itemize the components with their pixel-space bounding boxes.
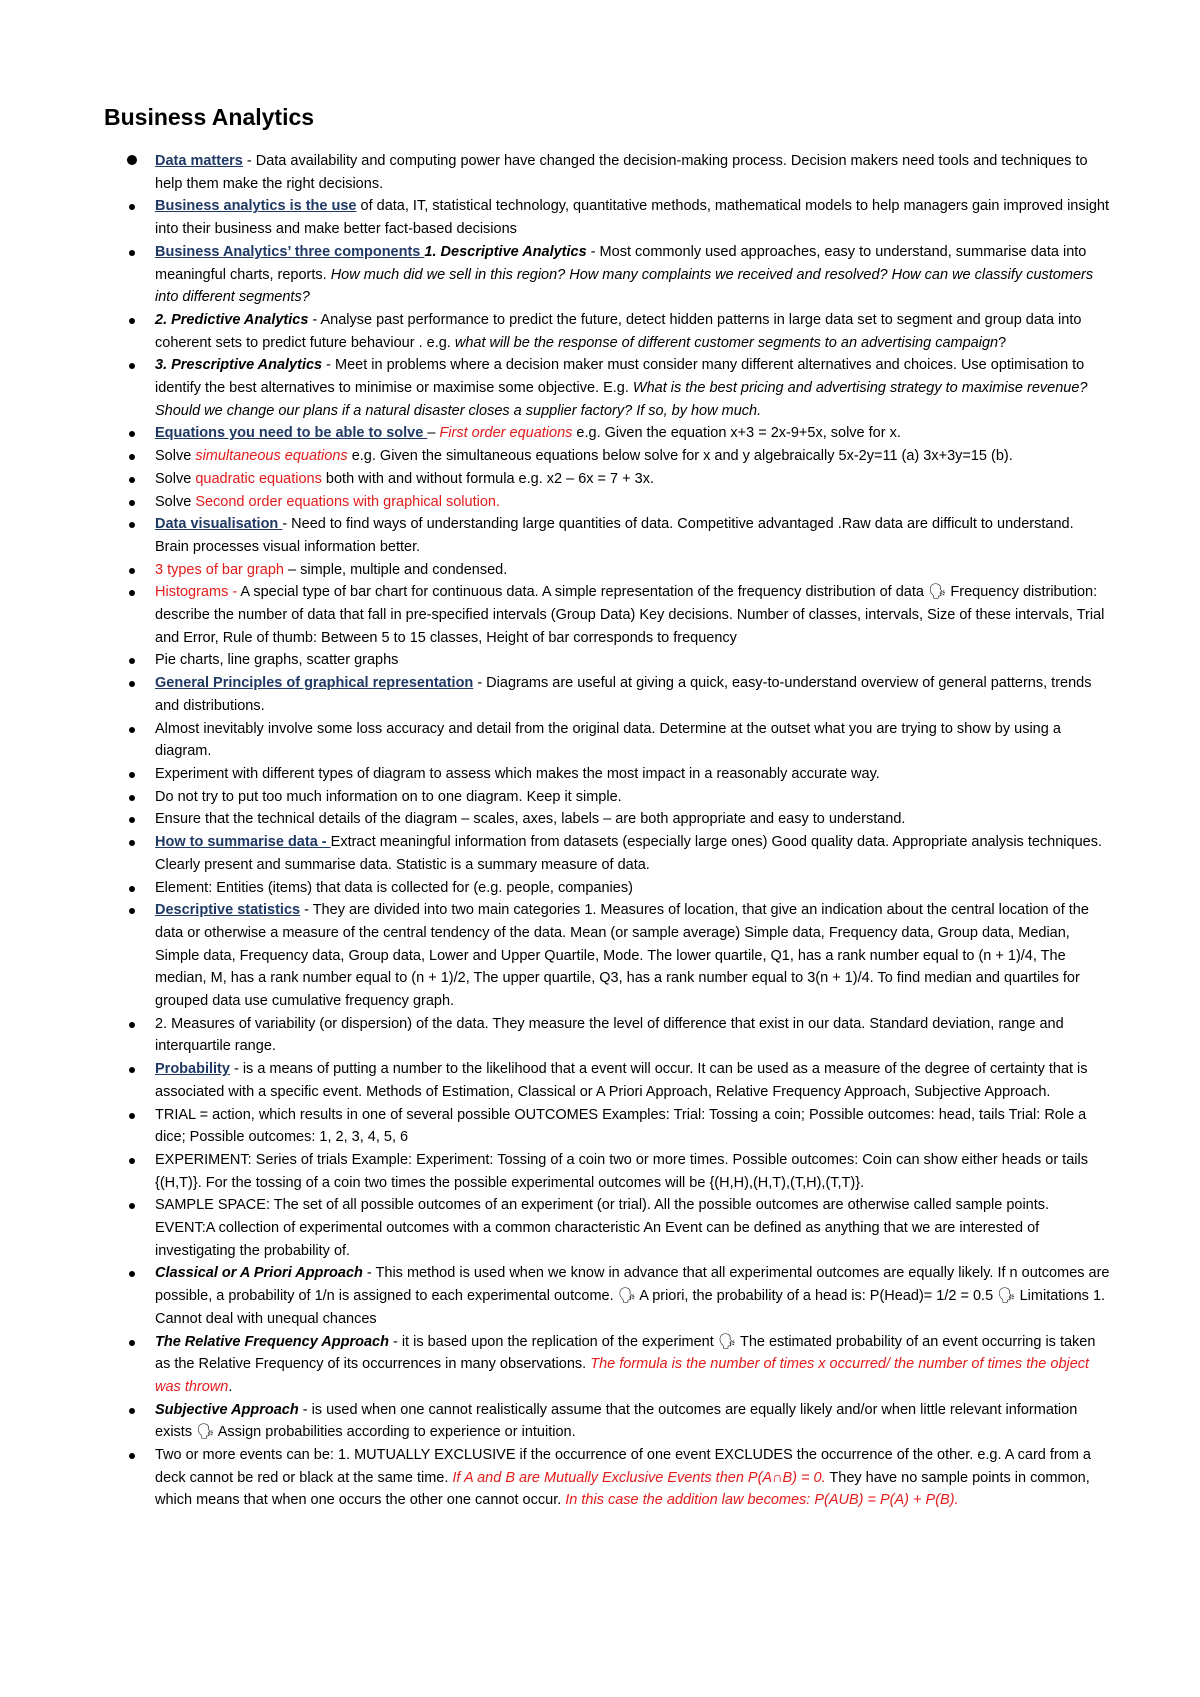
heading-link[interactable]: Data matters xyxy=(155,153,243,169)
text-segment: SAMPLE SPACE: The set of all possible outcomes of an experiment (or trial). All the possible outcomes are otherwise called sample points. EVENT:A collection of experimental outcomes with a common characteristic An Event can be defined as anything that we are interested of investigating the probability of. xyxy=(155,1197,1050,1259)
text-segment: Solve xyxy=(155,493,196,510)
text-segment: EXPERIMENT: Series of trials Example: Experiment: Tossing of a coin two or more times. Possible outcomes: Coin can show either heads or tails {(H,T)}. For the tossing of a coin two times the possible experimental outcomes will be {(H,H),(H,T),(T,H),(T,T)}. xyxy=(155,1151,1088,1191)
list-item xyxy=(155,1331,1110,1399)
bullet-icon xyxy=(129,817,135,823)
list-item xyxy=(155,241,1110,309)
bullet-icon xyxy=(129,886,135,892)
text-segment: Classical or A Priori Approach xyxy=(155,1265,363,1282)
bullet-icon xyxy=(129,590,135,596)
bullet-icon xyxy=(129,1158,135,1164)
text-segment: Pie charts, line graphs, scatter graphs xyxy=(155,652,399,669)
list-item xyxy=(155,1194,1110,1262)
text-segment: . xyxy=(228,1378,233,1395)
bullet-icon xyxy=(129,681,135,687)
text-segment: Second order equations with graphical solution. xyxy=(195,493,501,510)
bullet-icon xyxy=(129,658,135,664)
list-item xyxy=(155,354,1110,422)
bullet-icon xyxy=(129,727,135,733)
text-segment: If A and B are Mutually Exclusive Events then P(A∩B) = 0. xyxy=(452,1469,826,1486)
bullet-icon xyxy=(129,1271,135,1277)
text-segment: In this case the addition law becomes: P(AUB) = P(A) + P(B). xyxy=(565,1492,959,1509)
text-segment: The Relative Frequency Approach xyxy=(155,1333,389,1350)
list-item xyxy=(155,491,1110,514)
list-item xyxy=(155,831,1110,876)
bullet-icon xyxy=(129,477,135,483)
text-segment: - is used when one cannot realistically assume that the outcomes are equally likely and/or when little relevant information exists 🗣 Assign probabilities according to experience or intuition. xyxy=(155,1401,1078,1441)
list-item xyxy=(155,1262,1110,1330)
list-item xyxy=(155,1444,1110,1512)
text-segment: - Need to find ways of understanding large quantities of data. Competitive advantaged .Raw data are difficult to understand. Brain processes visual information better. xyxy=(155,516,1074,555)
text-segment: Solve xyxy=(155,448,196,465)
text-segment: e.g. Given the simultaneous equations below solve for x and y algebraically 5x-2y=11 (a) 3x+3y=15 (b). xyxy=(347,448,1013,465)
list-item xyxy=(155,899,1110,1013)
list-item xyxy=(155,195,1110,240)
list-item xyxy=(155,559,1110,582)
text-segment: What is the best pricing and advertising strategy to maximise revenue? Should we change our plans if a natural disaster closes a supplier factory? If so, by how much. xyxy=(155,380,1088,419)
text-segment: e.g. Given the equation x+3 = 2x-9+5x, solve for x. xyxy=(572,425,901,442)
bullet-icon xyxy=(129,568,135,574)
text-segment: Two or more events can be: 1. MUTUALLY EXCLUSIVE if the occurrence of one event EXCLUDES the occurrence of the other. e.g. A card from a deck cannot be red or black at the same time. xyxy=(155,1447,1091,1486)
text-segment: Ensure that the technical details of the diagram – scales, axes, labels – are both appropriate and easy to understand. xyxy=(155,811,906,828)
bullet-icon xyxy=(129,772,135,778)
bullet-icon xyxy=(129,840,135,846)
heading-link[interactable]: Business analytics is the use xyxy=(155,198,357,215)
text-segment: both with and without formula e.g. x2 – 6x = 7 + 3x. xyxy=(321,470,654,487)
text-segment: Element: Entities (items) that data is collected for (e.g. people, companies) xyxy=(155,879,633,896)
text-segment: - This method is used when we know in advance that all experimental outcomes are equally likely. If n outcomes are possible, a probability of 1/n is assigned to each experimental outcome. 🗣 A priori, the probability of a head is: P(Head)= 1/2 = 0.5 🗣 Limitations 1. Cannot deal with unequal chances xyxy=(155,1265,1110,1327)
list-item xyxy=(155,1104,1110,1149)
text-segment: Histograms - xyxy=(155,584,241,601)
bullet-icon xyxy=(129,795,135,801)
page-title: Business Analytics xyxy=(104,104,315,130)
text-segment: - Diagrams are useful at giving a quick, easy-to-understand overview of general patterns, trends and distributions. xyxy=(155,675,1092,714)
bullet-icon xyxy=(129,431,135,437)
heading-link[interactable]: General Principles of graphical representation xyxy=(155,675,474,692)
text-segment: Almost inevitably involve some loss accuracy and detail from the original data. Determine at the outset what you are trying to show by using a diagram. xyxy=(155,720,1061,760)
list-item xyxy=(155,1013,1110,1058)
text-segment: 3. Prescriptive Analytics xyxy=(155,357,323,374)
text-segment: what will be the response of different customer segments to an advertising campaign xyxy=(454,334,999,351)
list-item xyxy=(155,445,1110,468)
text-segment: Extract meaningful information from datasets (especially large ones) Good quality data. Appropriate analysis techniques. Clearly present and summarise data. Statistic is a summary measure of data. xyxy=(155,834,1102,873)
heading-link[interactable]: Data visualisation xyxy=(155,516,283,533)
text-segment: of data, IT, statistical technology, quantitative methods, mathematical models to help managers gain improved insight into their business and make better fact-based decisions xyxy=(155,198,1110,238)
heading-link[interactable]: How to summarise data - xyxy=(155,834,331,851)
list-item xyxy=(155,513,1110,558)
text-segment: - Data availability and computing power have changed the decision-making process. Decision makers need tools and techniques to help them make the right decisions. xyxy=(155,153,1088,192)
bullet-list xyxy=(155,150,1110,1512)
bullet-icon xyxy=(129,454,135,460)
bullet-icon xyxy=(129,908,135,914)
heading-link[interactable]: Probability xyxy=(155,1061,230,1078)
text-segment: Experiment with different types of diagram to assess which makes the most impact in a reasonably accurate way. xyxy=(155,765,880,782)
list-item xyxy=(155,718,1110,763)
text-segment: – simple, multiple and condensed. xyxy=(283,561,508,578)
list-item xyxy=(155,877,1110,900)
list-item xyxy=(155,422,1110,445)
bullet-icon xyxy=(129,500,135,506)
bullet-icon xyxy=(129,522,135,528)
list-item xyxy=(155,763,1110,786)
list-item xyxy=(155,309,1110,354)
bullet-icon xyxy=(129,318,135,324)
bullet-icon xyxy=(127,155,137,165)
text-segment: They have no sample points in common, which means that when one occurs the other one cannot occur. xyxy=(155,1469,1090,1509)
bullet-icon xyxy=(129,1113,135,1119)
bullet-icon xyxy=(129,204,135,210)
bullet-icon xyxy=(129,1408,135,1414)
text-segment: quadratic equations xyxy=(195,470,322,487)
list-item xyxy=(155,1149,1110,1194)
heading-link[interactable]: Business Analytics’ three components xyxy=(155,243,425,260)
text-segment: 3 types of bar graph xyxy=(155,561,284,578)
heading-link[interactable]: Equations you need to be able to solve xyxy=(155,425,428,442)
text-segment: Solve xyxy=(155,470,196,487)
bullet-icon xyxy=(129,1340,135,1346)
text-segment: Subjective Approach xyxy=(155,1401,299,1418)
text-segment: Do not try to put too much information on to one diagram. Keep it simple. xyxy=(155,788,622,805)
text-segment: 2. Measures of variability (or dispersion) of the data. They measure the level of difference that exist in our data. Standard deviation, range and interquartile range. xyxy=(155,1015,1064,1055)
text-segment: ? xyxy=(998,334,1007,351)
text-segment: - They are divided into two main categories 1. Measures of location, that give an indication about the central location of the data or otherwise a measure of the central tendency of the data. Mean (or sample average) Simple data, Frequency data, Group data, Median, Simple data, Frequency data, Group data, Lower and Upper Quartile, Mode. The lower quartile, Q1, has a rank number equal to (n + 1)/4, The median, M, has a rank number equal to (n + 1)/2, The upper quartile, Q3, has a rank number equal to 3(n + 1)/4. To find median and quartiles for grouped data use cumulative frequency graph. xyxy=(155,902,1089,1010)
list-item xyxy=(155,468,1110,491)
text-segment: - it is based upon the replication of the experiment 🗣 The estimated probability of an event occurring is taken as the Relative Frequency of its occurrences in many observations. xyxy=(155,1333,1096,1373)
text-segment: 2. Predictive Analytics xyxy=(155,311,309,328)
list-item xyxy=(155,1399,1110,1444)
list-item xyxy=(155,786,1110,809)
bullet-icon xyxy=(129,363,135,369)
text-segment: A special type of bar chart for continuous data. A simple representation of the frequency distribution of data 🗣 Frequency distribution: describe the number of data that fall in pre-specified intervals (Group Data) Key decisions. Number of classes, intervals, Size of these intervals, Trial and Error, Rule of thumb: Between 5 to 15 classes, Height of bar corresponds to frequency xyxy=(155,584,1105,646)
list-item xyxy=(155,581,1110,649)
text-segment: 1. Descriptive Analytics xyxy=(424,243,587,260)
heading-link[interactable]: Descriptive statistics xyxy=(155,902,301,919)
text-segment: - Most commonly used approaches, easy to understand, summarise data into meaningful charts, reports. xyxy=(155,243,1087,283)
text-segment: - Meet in problems where a decision maker must consider many different alternatives and choices. Use optimisation to identify the best alternatives to minimise or maximise some objective. E.g. xyxy=(155,357,1085,397)
list-item xyxy=(155,1058,1110,1103)
text-segment: TRIAL = action, which results in one of several possible OUTCOMES Examples: Trial: Tossing a coin; Possible outcomes: head, tails Trial: Role a dice; Possible outcomes: 1, 2, 3, 4, 5, 6 xyxy=(155,1106,1087,1146)
list-item xyxy=(155,672,1110,717)
bullet-icon xyxy=(129,1453,135,1459)
bullet-icon xyxy=(129,1067,135,1073)
list-item xyxy=(155,150,1110,195)
text-segment: How much did we sell in this region? How many complaints we received and resolved? How can we classify customers into different segments? xyxy=(155,266,1094,306)
bullet-icon xyxy=(129,250,135,256)
list-item xyxy=(155,649,1110,672)
bullet-icon xyxy=(129,1203,135,1209)
list-item xyxy=(155,808,1110,831)
text-segment: - Analyse past performance to predict the future, detect hidden patterns in large data set to segment and group data into coherent sets to predict future behaviour . e.g. xyxy=(155,311,1082,351)
text-segment: simultaneous equations xyxy=(195,448,348,465)
text-segment: – xyxy=(427,425,440,442)
text-segment: - is a means of putting a number to the likelihood that a event will occur. It can be used as a measure of the degree of certainty that is associated with a specific event. Methods of Estimation, Classical or A Priori Approach, Relative Frequency Approach, Subjective Approach. xyxy=(155,1061,1088,1100)
bullet-icon xyxy=(129,1022,135,1028)
text-segment: First order equations xyxy=(439,425,573,442)
text-segment: The formula is the number of times x occurred/ the number of times the object was thrown xyxy=(155,1356,1090,1395)
